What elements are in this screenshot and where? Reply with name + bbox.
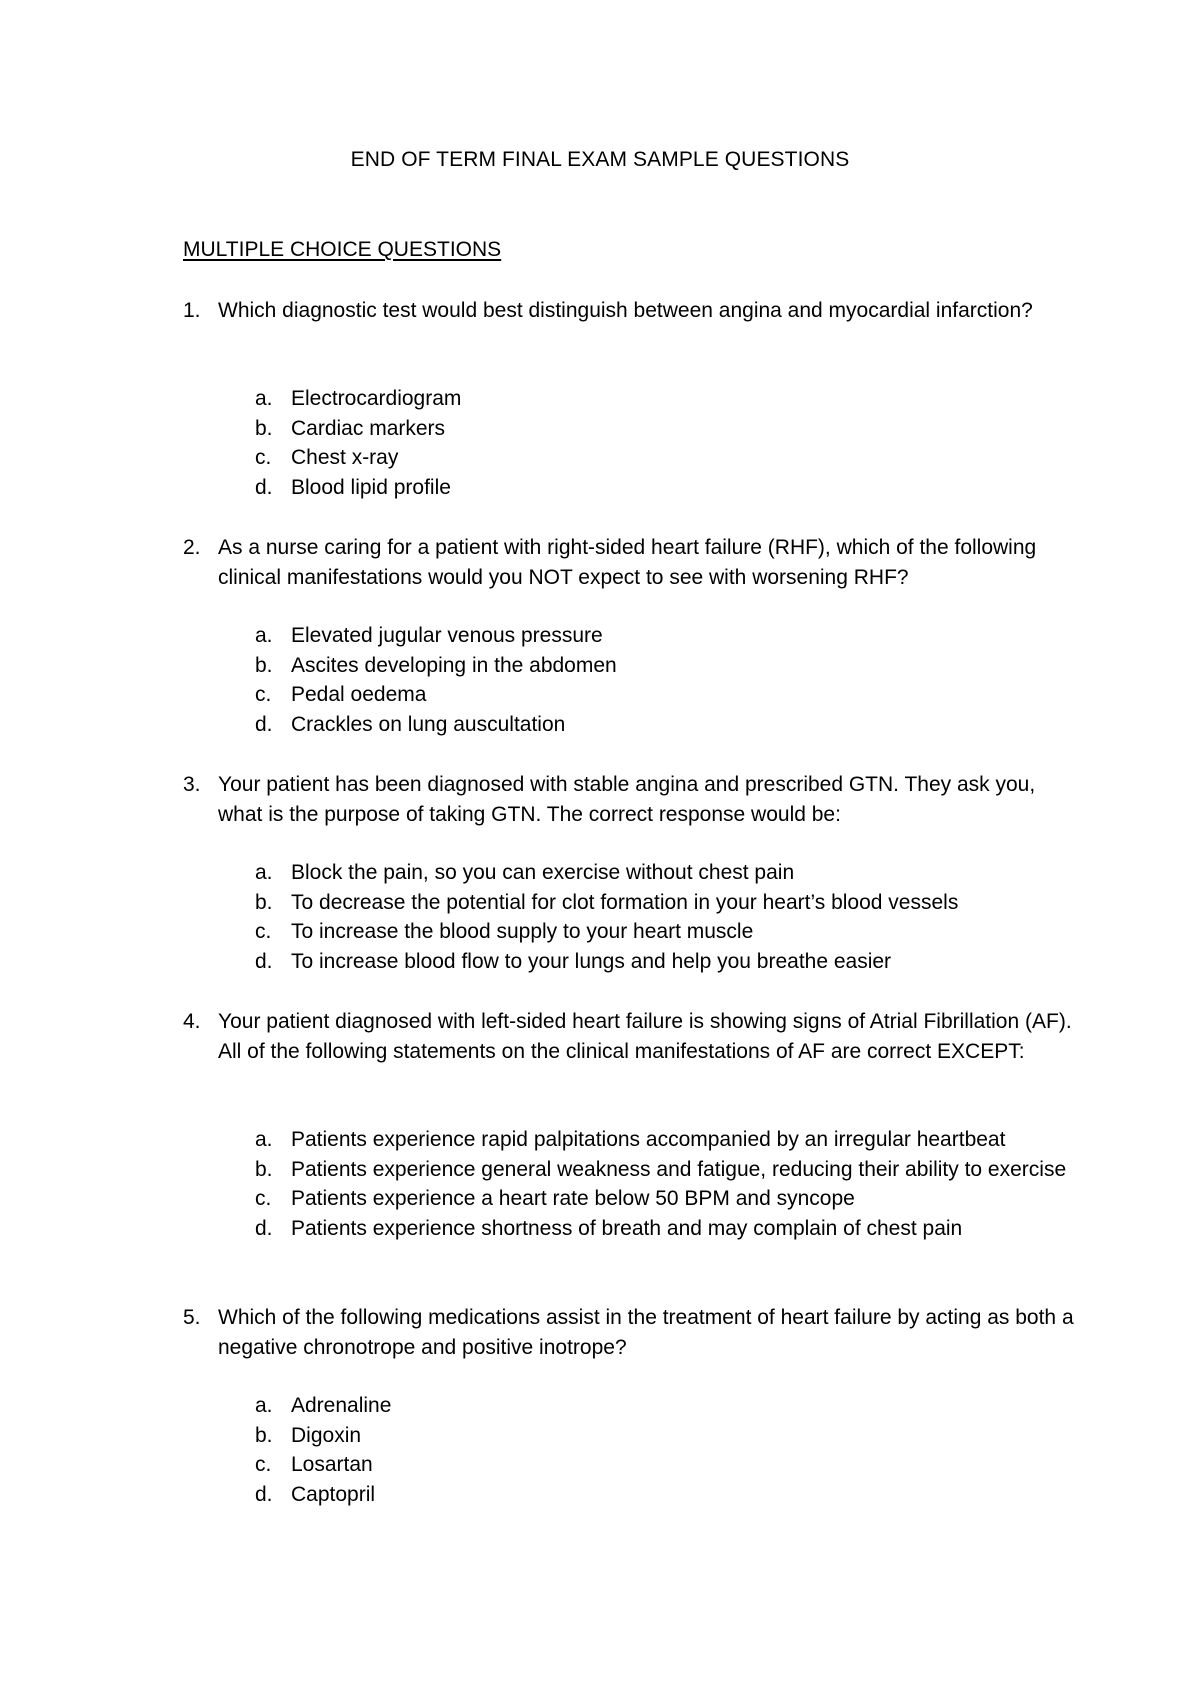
option-text: Block the pain, so you can exercise without chest pain: [291, 861, 795, 884]
question-5-options: [255, 1391, 1085, 1509]
option-letter: a.: [255, 1128, 273, 1151]
option-b: [255, 888, 1085, 918]
option-text: To increase the blood supply to your heart muscle: [291, 920, 754, 943]
option-text: Adrenaline: [291, 1394, 392, 1417]
option-b: [255, 1421, 1085, 1451]
option-text: Captopril: [291, 1482, 376, 1506]
option-b: [255, 414, 1085, 444]
option-text: Losartan: [291, 1453, 373, 1476]
option-a: [255, 858, 1085, 888]
option-text: To increase blood flow to your lungs and help you breathe easier: [291, 949, 892, 973]
page-title: END OF TERM FINAL EXAM SAMPLE QUESTIONS: [350, 148, 850, 171]
option-d: [255, 710, 1085, 740]
question-text: Your patient diagnosed with left-sided heart failure is showing signs of Atrial Fibrillation (AF). All of the following statements on the clinical manifestations of AF are correct EXCEPT:: [218, 1010, 1072, 1063]
question-4-options: [255, 1125, 1085, 1243]
option-letter: a.: [255, 387, 273, 410]
option-text: Patients experience general weakness and fatigue, reducing their ability to exercise: [291, 1157, 1067, 1181]
section-heading: MULTIPLE CHOICE QUESTIONS: [183, 238, 502, 261]
question-3-options: [255, 858, 1085, 976]
question-number: 3.: [183, 773, 201, 796]
question-text: As a nurse caring for a patient with right-sided heart failure (RHF), which of the following clinical manifestations would you NOT expect to see with worsening RHF?: [218, 536, 1037, 589]
question-number: 4.: [183, 1010, 201, 1033]
option-a: [255, 621, 1085, 651]
option-letter: b.: [255, 1157, 273, 1181]
option-letter: b.: [255, 653, 273, 677]
option-c: [255, 1184, 1085, 1214]
option-letter: c.: [255, 1453, 272, 1476]
option-letter: c.: [255, 446, 272, 469]
question-1-options: [255, 384, 1085, 502]
option-letter: b.: [255, 890, 273, 914]
option-c: [255, 917, 1085, 947]
question-text: Which of the following medications assist in the treatment of heart failure by acting as both a negative chronotrope and positive inotrope?: [218, 1306, 1074, 1359]
option-text: Cardiac markers: [291, 416, 446, 440]
option-d: [255, 473, 1085, 503]
option-letter: a.: [255, 1394, 273, 1417]
option-letter: c.: [255, 683, 272, 706]
option-a: [255, 1125, 1085, 1155]
option-text: Elevated jugular venous pressure: [291, 624, 603, 647]
option-d: [255, 1214, 1085, 1244]
option-c: [255, 443, 1085, 473]
question-text: Your patient has been diagnosed with stable angina and prescribed GTN. They ask you, what is the purpose of taking GTN. The correct response would be:: [218, 773, 1036, 826]
option-letter: a.: [255, 861, 273, 884]
option-text: Crackles on lung auscultation: [291, 712, 566, 736]
option-letter: a.: [255, 624, 273, 647]
option-letter: d.: [255, 475, 273, 499]
question-number: 1.: [183, 299, 201, 322]
option-letter: d.: [255, 1482, 273, 1506]
question-text: Which diagnostic test would best distinguish between angina and myocardial infarction?: [218, 299, 1033, 322]
option-letter: d.: [255, 712, 273, 736]
option-text: Patients experience a heart rate below 50 BPM and syncope: [291, 1187, 855, 1210]
option-letter: b.: [255, 416, 273, 440]
option-letter: c.: [255, 920, 272, 943]
option-text: Electrocardiogram: [291, 387, 462, 410]
question-2-options: [255, 621, 1085, 739]
option-d: [255, 947, 1085, 977]
option-letter: d.: [255, 949, 273, 973]
question-number: 5.: [183, 1306, 201, 1329]
option-letter: d.: [255, 1216, 273, 1240]
option-text: Pedal oedema: [291, 683, 427, 706]
option-text: Digoxin: [291, 1423, 362, 1447]
option-letter: c.: [255, 1187, 272, 1210]
option-c: [255, 1450, 1085, 1480]
option-a: [255, 1391, 1085, 1421]
option-b: [255, 1155, 1085, 1185]
option-text: To decrease the potential for clot formation in your heart’s blood vessels: [291, 890, 959, 914]
option-text: Ascites developing in the abdomen: [291, 653, 617, 677]
option-a: [255, 384, 1085, 414]
option-letter: b.: [255, 1423, 273, 1447]
question-number: 2.: [183, 536, 201, 559]
option-d: [255, 1480, 1085, 1510]
option-text: Patients experience rapid palpitations accompanied by an irregular heartbeat: [291, 1128, 1006, 1151]
option-text: Blood lipid profile: [291, 475, 451, 499]
option-text: Chest x-ray: [291, 446, 399, 469]
option-b: [255, 651, 1085, 681]
option-text: Patients experience shortness of breath and may complain of chest pain: [291, 1216, 963, 1240]
option-c: [255, 680, 1085, 710]
